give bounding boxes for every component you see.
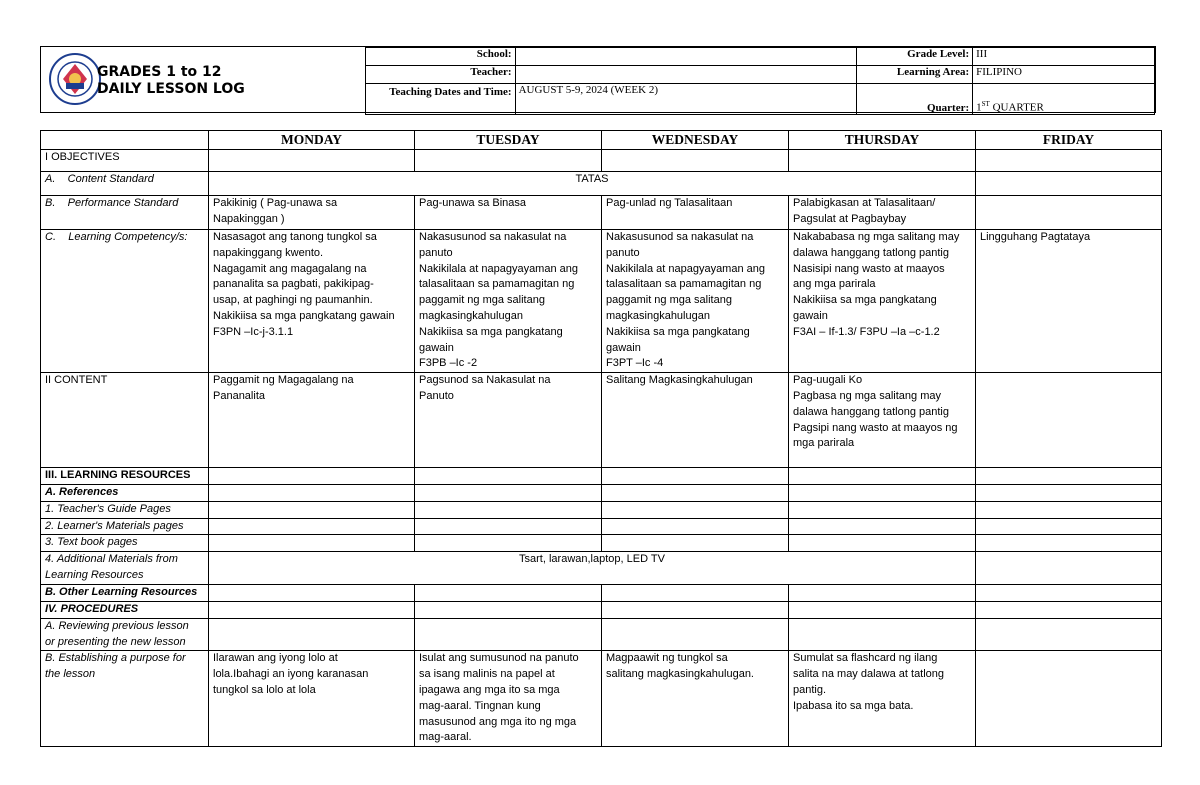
header-box bbox=[40, 46, 1156, 113]
performance-standard-label: B. Performance Standard bbox=[41, 196, 209, 230]
content-monday[interactable] bbox=[209, 373, 415, 468]
cell-line: Napakinggan ) bbox=[213, 212, 285, 225]
performance-standard-monday[interactable] bbox=[209, 196, 415, 230]
content-friday[interactable] bbox=[976, 373, 1162, 468]
procedures-row bbox=[41, 601, 1162, 618]
cell-line: Nasasagot ang tanong tungkol sa bbox=[213, 231, 377, 243]
learners-materials-row bbox=[41, 518, 1162, 535]
cell-line: Nakasusunod sa nakasulat na bbox=[419, 231, 567, 243]
cell-line: masusunod ang mga ito ng mga bbox=[419, 715, 577, 728]
cell-line: Nasisipi nang wasto at maayos bbox=[793, 262, 945, 275]
performance-standard-tuesday[interactable] bbox=[415, 196, 602, 230]
cell-line: tungkol sa lolo at lola bbox=[213, 683, 316, 696]
learning-competency-friday[interactable] bbox=[976, 230, 1162, 373]
learning-competency-label: C. Learning Competency/s: bbox=[41, 230, 209, 373]
teachers-guide-label: 1. Teacher's Guide Pages bbox=[41, 501, 209, 518]
document-title: GRADES 1 to 12 DAILY LESSON LOG bbox=[97, 64, 245, 97]
cell-line: dalawa hanggang tatlong pantig bbox=[793, 405, 949, 418]
objectives-label: I OBJECTIVES bbox=[41, 150, 209, 172]
cell-line: napakinggang kwento. bbox=[213, 246, 324, 259]
day-header-row bbox=[41, 131, 1162, 150]
establishing-purpose-friday[interactable] bbox=[976, 651, 1162, 747]
textbook-label: 3. Text book pages bbox=[41, 535, 209, 552]
cell-line: Pagsunod sa Nakasulat na bbox=[419, 374, 551, 387]
cell-line: salitang magkasingkahulugan. bbox=[606, 668, 754, 681]
content-row bbox=[41, 373, 1162, 468]
cell-line: Isulat ang sumusunod na panuto bbox=[419, 652, 579, 665]
teacher-label: Teacher: bbox=[366, 66, 516, 84]
cell-line: F3PB –Ic -2 bbox=[419, 357, 478, 370]
cell-line: panuto bbox=[419, 246, 453, 259]
cell-line: Pagsipi nang wasto at maayos ng bbox=[793, 421, 958, 434]
day-monday: MONDAY bbox=[209, 131, 415, 150]
cell-line: Panuto bbox=[419, 389, 454, 402]
teachers-guide-row bbox=[41, 501, 1162, 518]
grade-level-field[interactable]: III bbox=[973, 48, 1155, 66]
quarter-label: Quarter: bbox=[857, 84, 973, 115]
cell-line: Nakikiisa sa mga pangkatang bbox=[793, 294, 937, 307]
textbook-row bbox=[41, 535, 1162, 552]
teaching-dates-field[interactable]: AUGUST 5-9, 2024 (WEEK 2) bbox=[515, 84, 856, 115]
reviewing-row bbox=[41, 618, 1162, 651]
cell-line: lola.Ibahagi an iyong karanasan bbox=[213, 668, 369, 681]
cell-line: magkasingkahulugan bbox=[606, 309, 710, 322]
cell-line: pananalita sa pagbati, pakikipag- bbox=[213, 278, 374, 291]
establishing-purpose-wednesday[interactable] bbox=[602, 651, 789, 747]
cell-line: Pakikinig ( Pag-unawa sa bbox=[213, 197, 338, 209]
learning-competency-tuesday[interactable] bbox=[415, 230, 602, 373]
objectives-row bbox=[41, 150, 1162, 172]
cell-line: mga parirala bbox=[793, 437, 855, 450]
cell-line: Ilarawan ang iyong lolo at bbox=[213, 652, 338, 665]
cell-line: paggamit ng mga salitang bbox=[419, 294, 545, 307]
cell-line: ang mga parirala bbox=[793, 278, 876, 291]
day-tuesday: TUESDAY bbox=[415, 131, 602, 150]
reviewing-label: A. Reviewing previous lesson or presenting the new lesson bbox=[41, 618, 209, 651]
header-info-table bbox=[365, 47, 1155, 115]
teacher-field[interactable] bbox=[515, 66, 856, 84]
additional-materials-row bbox=[41, 552, 1162, 585]
content-thursday[interactable] bbox=[789, 373, 976, 468]
cell-line: F3PN –Ic-j-3.1.1 bbox=[213, 325, 294, 338]
content-wednesday[interactable] bbox=[602, 373, 789, 468]
cell-line: Nakikiisa sa mga pangkatang bbox=[419, 325, 563, 338]
cell-line: Nakikiisa sa mga pangkatang bbox=[606, 325, 750, 338]
day-friday: FRIDAY bbox=[976, 131, 1162, 150]
cell-line: Pag-unawa sa Binasa bbox=[419, 197, 527, 209]
cell-line: dalawa hanggang tatlong pantig bbox=[793, 246, 949, 259]
establishing-purpose-tuesday[interactable] bbox=[415, 651, 602, 747]
school-label: School: bbox=[366, 48, 516, 66]
establishing-purpose-thursday[interactable] bbox=[789, 651, 976, 747]
cell-line: mag-aaral. Tingnan kung bbox=[419, 699, 541, 712]
cell-line: talasalitaan sa pamamagitan ng bbox=[419, 278, 575, 291]
cell-line: usap, at paghingi ng paumanhin. bbox=[213, 294, 373, 307]
cell-line: pantig. bbox=[793, 683, 827, 696]
establishing-purpose-label: B. Establishing a purpose for the lesson bbox=[41, 651, 209, 747]
cell-line: Ipabasa ito sa mga bata. bbox=[793, 699, 914, 712]
cell-line: panuto bbox=[606, 246, 640, 259]
content-standard-label: A. Content Standard bbox=[41, 172, 209, 196]
cell-line: Lingguhang Pagtataya bbox=[980, 231, 1091, 243]
cell-line: salita na may dalawa at tatlong bbox=[793, 668, 945, 681]
learning-competency-monday[interactable] bbox=[209, 230, 415, 373]
additional-materials-value[interactable]: Tsart, larawan,laptop, LED TV bbox=[209, 552, 976, 585]
learners-materials-label: 2. Learner's Materials pages bbox=[41, 518, 209, 535]
references-row bbox=[41, 484, 1162, 501]
content-label: II CONTENT bbox=[41, 373, 209, 468]
deped-seal-icon bbox=[49, 53, 101, 105]
cell-line: Nakikilala at napagyayaman ang bbox=[419, 262, 578, 275]
content-standard-value[interactable]: TATAS bbox=[209, 172, 976, 196]
cell-line: Pagsulat at Pagbaybay bbox=[793, 212, 907, 225]
other-resources-label: B. Other Learning Resources bbox=[41, 585, 209, 602]
school-field[interactable] bbox=[515, 48, 856, 66]
learning-area-label: Learning Area: bbox=[857, 66, 973, 84]
teaching-dates-label: Teaching Dates and Time: bbox=[366, 84, 516, 115]
grade-level-label: Grade Level: bbox=[857, 48, 973, 66]
additional-materials-label: 4. Additional Materials from Learning Resources bbox=[41, 552, 209, 585]
day-wednesday: WEDNESDAY bbox=[602, 131, 789, 150]
performance-standard-wednesday[interactable] bbox=[602, 196, 789, 230]
cell-line: Nagagamit ang magagalang na bbox=[213, 262, 367, 275]
learning-resources-row bbox=[41, 468, 1162, 485]
cell-line: Nakasusunod sa nakasulat na bbox=[606, 231, 754, 243]
cell-line: Magpaawit ng tungkol sa bbox=[606, 652, 728, 665]
cell-line: F3AI – If-1.3/ F3PU –Ia –c-1.2 bbox=[793, 325, 940, 338]
content-tuesday[interactable] bbox=[415, 373, 602, 468]
cell-line: Pag-unlad ng Talasalitaan bbox=[606, 197, 733, 209]
establishing-purpose-monday[interactable] bbox=[209, 651, 415, 747]
cell-line: Nakababasa ng mga salitang may bbox=[793, 231, 960, 243]
performance-standard-row bbox=[41, 196, 1162, 230]
learning-competency-wednesday[interactable] bbox=[602, 230, 789, 373]
cell-line: Pananalita bbox=[213, 389, 265, 402]
cell-line: Nakikilala at napagyayaman ang bbox=[606, 262, 765, 275]
day-thursday: THURSDAY bbox=[789, 131, 976, 150]
other-resources-row bbox=[41, 585, 1162, 602]
learning-competency-row bbox=[41, 230, 1162, 373]
cell-line: mag-aaral. bbox=[419, 731, 472, 744]
cell-line: Nakikiisa sa mga pangkatang gawain bbox=[213, 309, 395, 322]
cell-line: F3PT –Ic -4 bbox=[606, 357, 664, 370]
cell-line: gawain bbox=[793, 309, 828, 322]
cell-line: Sumulat sa flashcard ng ilang bbox=[793, 652, 938, 665]
content-standard-row bbox=[41, 172, 1162, 196]
cell-line: talasalitaan sa pamamagitan ng bbox=[606, 278, 762, 291]
performance-standard-thursday[interactable] bbox=[789, 196, 976, 230]
cell-line: Pagbasa ng mga salitang may bbox=[793, 389, 941, 402]
quarter-field[interactable]: 1ST QUARTER bbox=[973, 84, 1155, 115]
cell-line: Palabigkasan at Talasalitaan/ bbox=[793, 197, 936, 209]
cell-line: gawain bbox=[419, 341, 454, 354]
cell-line: magkasingkahulugan bbox=[419, 309, 523, 322]
corner-cell bbox=[41, 131, 209, 150]
establishing-purpose-row bbox=[41, 651, 1162, 747]
lesson-log-table bbox=[40, 130, 1162, 747]
cell-line: paggamit ng mga salitang bbox=[606, 294, 732, 307]
cell-line: Pag-uugali Ko bbox=[793, 374, 863, 387]
cell-line: Salitang Magkasingkahulugan bbox=[606, 374, 753, 387]
performance-standard-friday[interactable] bbox=[976, 196, 1162, 230]
learning-resources-label: III. LEARNING RESOURCES bbox=[41, 468, 209, 485]
cell-line: gawain bbox=[606, 341, 641, 354]
cell-line: sa isang malinis na papel at bbox=[419, 668, 555, 681]
cell-line: ipagawa ang mga ito sa mga bbox=[419, 683, 560, 696]
cell-line: Paggamit ng Magagalang na bbox=[213, 374, 354, 387]
learning-area-field[interactable]: FILIPINO bbox=[973, 66, 1155, 84]
procedures-label: IV. PROCEDURES bbox=[41, 601, 209, 618]
references-label: A. References bbox=[41, 484, 209, 501]
learning-competency-thursday[interactable] bbox=[789, 230, 976, 373]
